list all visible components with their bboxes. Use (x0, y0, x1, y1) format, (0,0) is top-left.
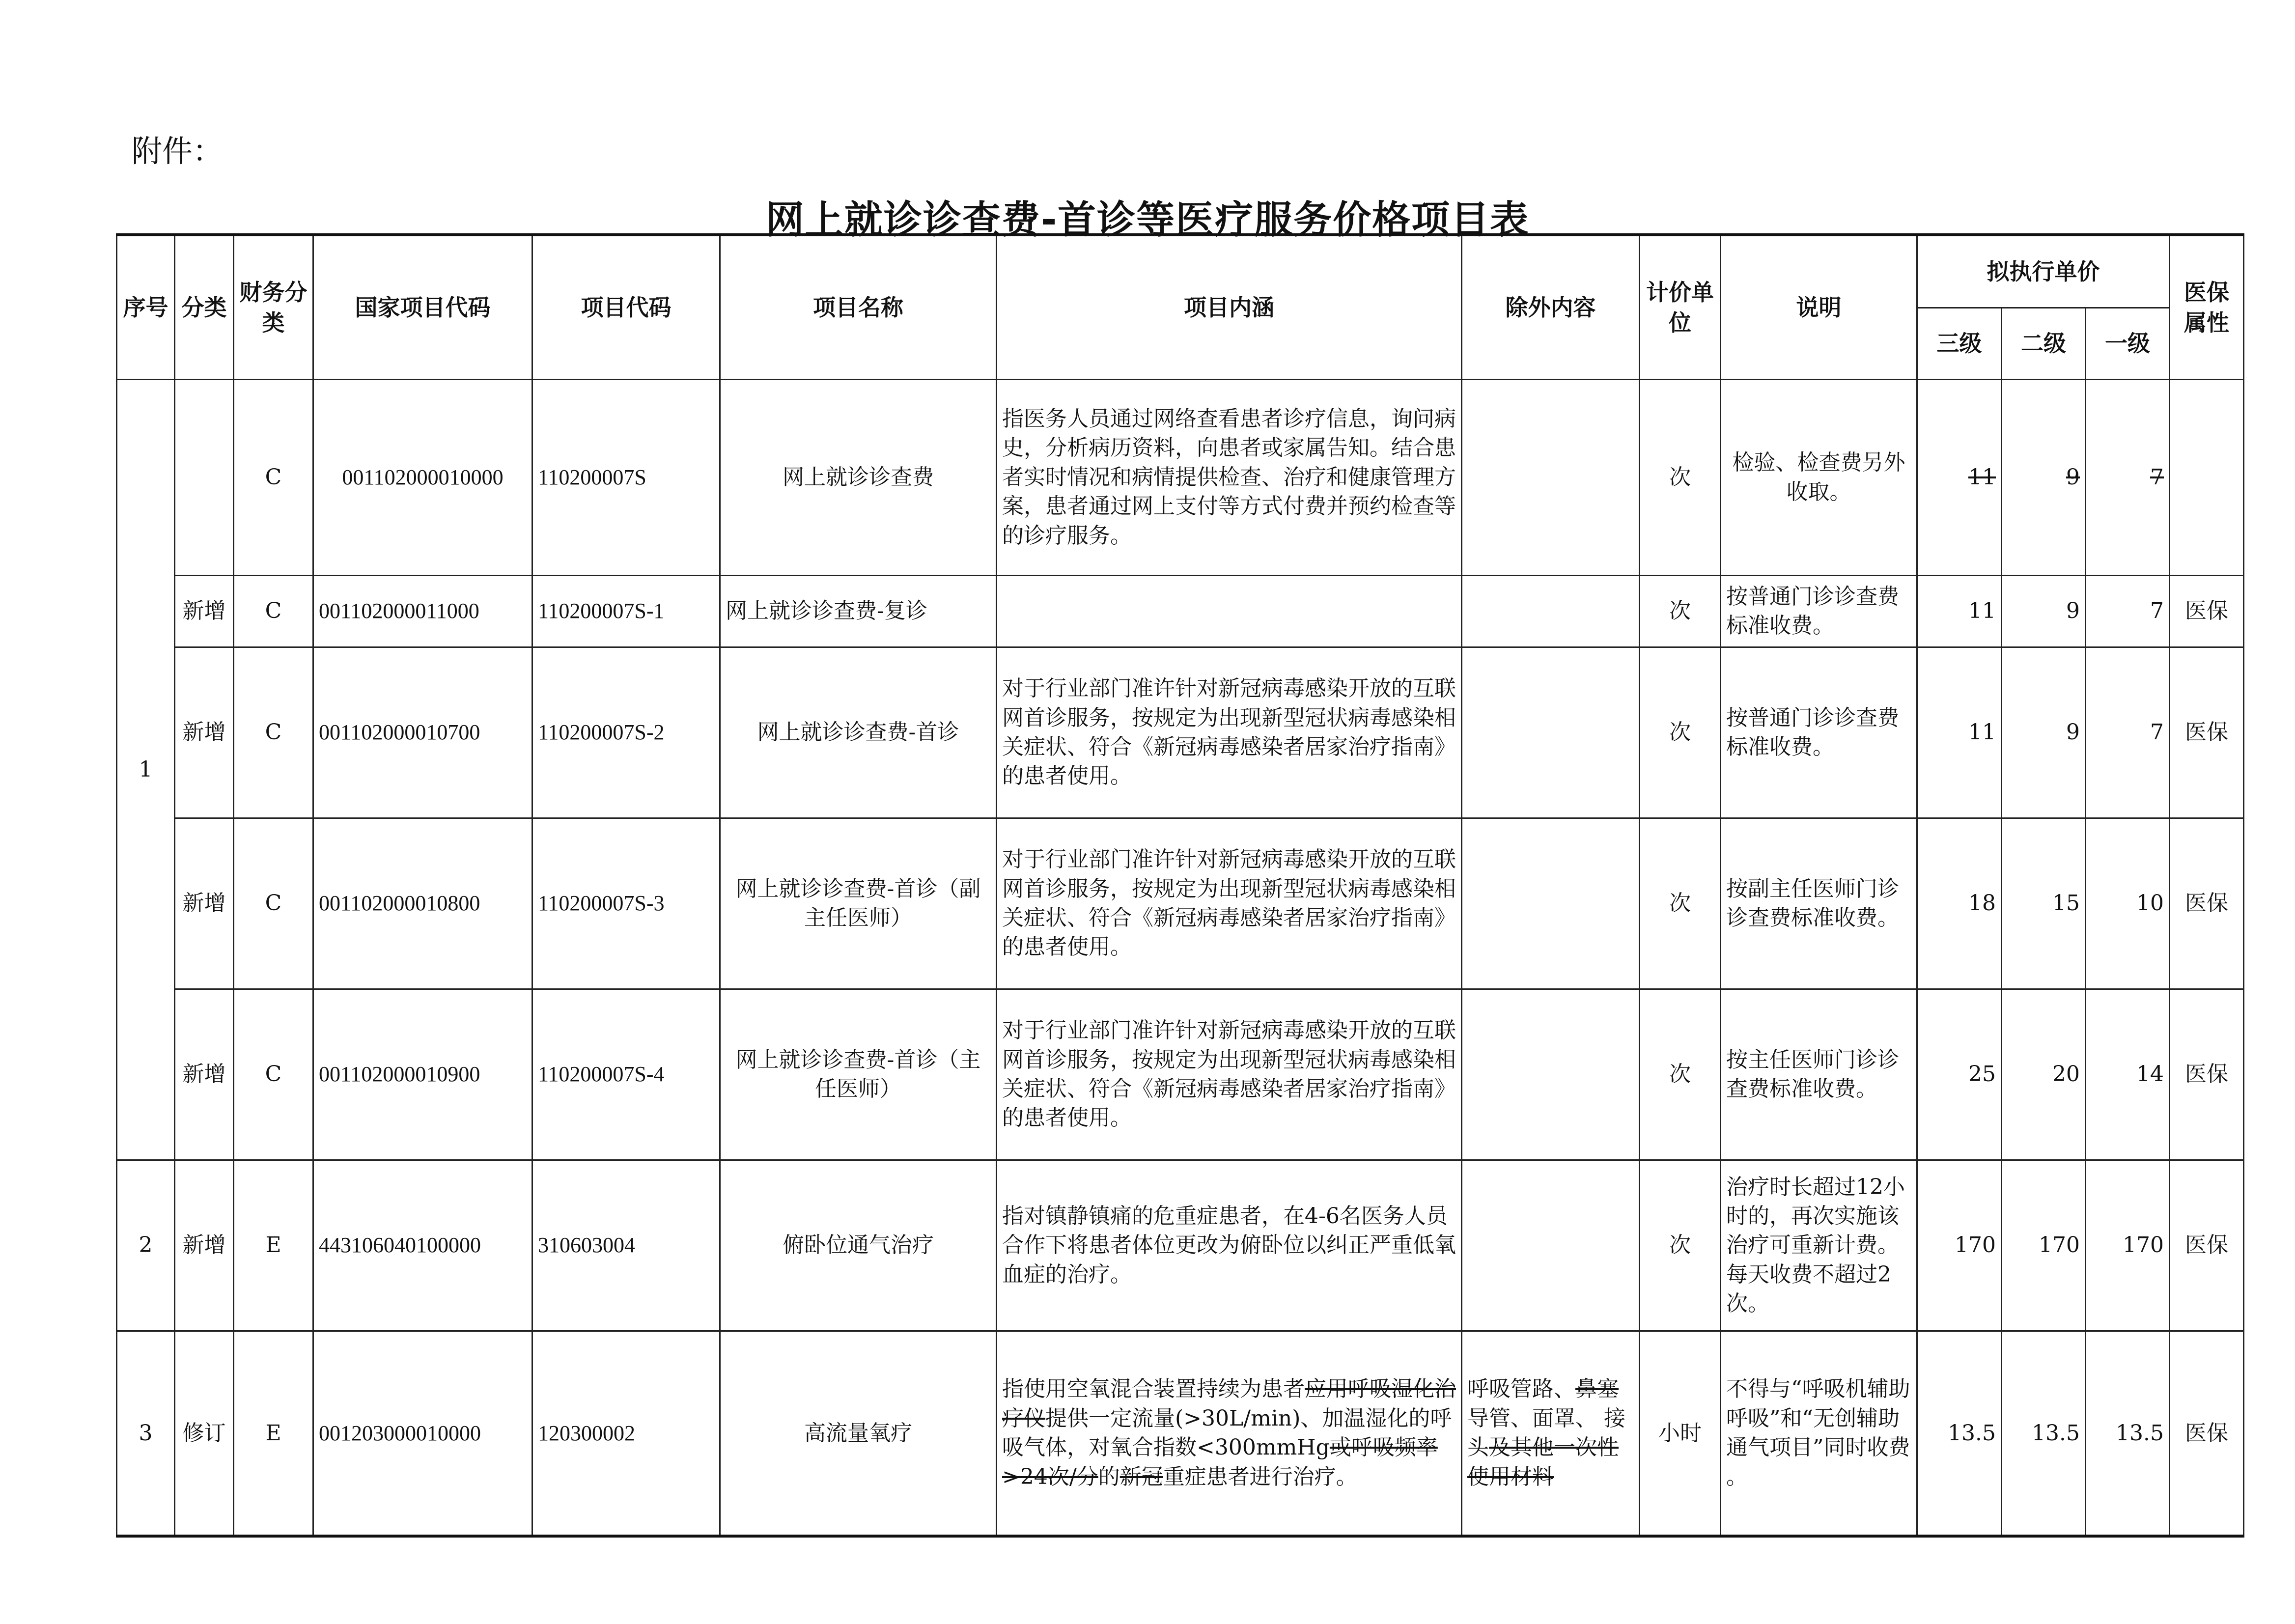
cell-item-name: 网上就诊诊查费-首诊（主任医师） (720, 989, 997, 1160)
cell-unit: 小时 (1640, 1331, 1721, 1536)
struck-text: 应用呼吸湿化治疗仪 (1002, 1376, 1456, 1431)
cell-item-name: 高流量氧疗 (720, 1331, 997, 1536)
cell-national-code: 001102000010000 (313, 379, 532, 575)
cell-seq: 3 (117, 1331, 175, 1536)
cell-category: 新增 (175, 818, 234, 989)
cell-finance: C (234, 647, 313, 818)
cell-national-code: 001102000010800 (313, 818, 532, 989)
exclusion-text: 导管、面罩、 接头 (1467, 1405, 1625, 1460)
cell-remarks: 检验、检查费另外收取。 (1721, 379, 1917, 575)
cell-price-level2: 9 (2002, 647, 2086, 818)
cell-item-name: 网上就诊诊查费-首诊（副主任医师） (720, 818, 997, 989)
cell-unit: 次 (1640, 818, 1721, 989)
cell-price-level1: 7 (2086, 647, 2170, 818)
cell-finance: C (234, 818, 313, 989)
struck-text: 新冠 (1120, 1464, 1163, 1489)
content-text: 重症患者进行治疗。 (1163, 1464, 1358, 1489)
cell-price-level2: 9 (2002, 379, 2086, 575)
cell-exclusions (1462, 647, 1640, 818)
cell-category: 新增 (175, 647, 234, 818)
cell-exclusions (1462, 1331, 1640, 1536)
header-level1: 一级 (2086, 308, 2170, 379)
cell-remarks: 按主任医师门诊诊查费标准收费。 (1721, 989, 1917, 1160)
cell-content: 对于行业部门准许针对新冠病毒感染开放的互联网首诊服务，按规定为出现新型冠状病毒感染相关症状、符合《新冠病毒感染者居家治疗指南》的患者使用。 (997, 647, 1462, 818)
cell-price-level1: 7 (2086, 379, 2170, 575)
cell-unit: 次 (1640, 1160, 1721, 1331)
cell-exclusions (1462, 818, 1640, 989)
header-exclusions: 除外内容 (1462, 235, 1640, 379)
cell-insurance: 医保 (2170, 575, 2244, 647)
cell-category: 新增 (175, 989, 234, 1160)
cell-price-level3: 11 (1917, 575, 2002, 647)
cell-national-code: 001102000010700 (313, 647, 532, 818)
cell-remarks: 按普通门诊诊查费标准收费。 (1721, 647, 1917, 818)
cell-exclusions (1462, 575, 1640, 647)
header-insurance: 医保属性 (2170, 235, 2244, 379)
cell-insurance: 医保 (2170, 1331, 2244, 1536)
cell-insurance: 医保 (2170, 647, 2244, 818)
price-table (116, 233, 2244, 1538)
cell-national-code: 001102000011000 (313, 575, 532, 647)
cell-item-name: 俯卧位通气治疗 (720, 1160, 997, 1331)
cell-seq: 1 (117, 379, 175, 1160)
cell-content: 对于行业部门准许针对新冠病毒感染开放的互联网首诊服务，按规定为出现新型冠状病毒感染相关症状、符合《新冠病毒感染者居家治疗指南》的患者使用。 (997, 989, 1462, 1160)
cell-exclusions (1462, 379, 1640, 575)
cell-content: 指医务人员通过网络查看患者诊疗信息，询问病史，分析病历资料，向患者或家属告知。结合患者实时情况和病情提供检查、治疗和健康管理方案，患者通过网上支付等方式付费并预约检查等的诊疗服务。 (997, 379, 1462, 575)
cell-unit: 次 (1640, 575, 1721, 647)
cell-remarks: 按副主任医师门诊诊查费标准收费。 (1721, 818, 1917, 989)
cell-price-level2: 13.5 (2002, 1331, 2086, 1536)
header-item-code: 项目代码 (532, 235, 720, 379)
cell-item-code: 310603004 (532, 1160, 720, 1331)
cell-price-level3: 11 (1917, 647, 2002, 818)
cell-content: 对于行业部门准许针对新冠病毒感染开放的互联网首诊服务，按规定为出现新型冠状病毒感染相关症状、符合《新冠病毒感染者居家治疗指南》的患者使用。 (997, 818, 1462, 989)
cell-remarks: 按普通门诊诊查费标准收费。 (1721, 575, 1917, 647)
struck-text: 或呼吸频率>24次/分 (1002, 1435, 1438, 1489)
cell-category: 新增 (175, 1160, 234, 1331)
cell-remarks: 不得与“呼吸机辅助呼吸”和“无创辅助通气项目”同时收费 。 (1721, 1331, 1917, 1536)
header-seq: 序号 (117, 235, 175, 379)
header-price-group: 拟执行单价 (1917, 235, 2170, 308)
cell-price-level3: 18 (1917, 818, 2002, 989)
cell-price-level2: 9 (2002, 575, 2086, 647)
cell-item-code: 110200007S-4 (532, 989, 720, 1160)
content-text: 的 (1098, 1464, 1120, 1489)
cell-exclusions (1462, 989, 1640, 1160)
header-level2: 二级 (2002, 308, 2086, 379)
cell-insurance: 医保 (2170, 989, 2244, 1160)
page-title: 网上就诊诊查费-首诊等医疗服务价格项目表 (765, 198, 1530, 242)
cell-price-level1: 170 (2086, 1160, 2170, 1331)
cell-price-level2: 170 (2002, 1160, 2086, 1331)
header-category: 分类 (175, 235, 234, 379)
cell-seq: 2 (117, 1160, 175, 1331)
cell-price-level3: 13.5 (1917, 1331, 2002, 1536)
cell-item-code: 110200007S-1 (532, 575, 720, 647)
cell-price-level3: 170 (1917, 1160, 2002, 1331)
struck-text: 及其他一次性使用材料 (1467, 1435, 1619, 1489)
cell-item-code: 110200007S-2 (532, 647, 720, 818)
table-row (117, 818, 2244, 989)
cell-finance: C (234, 575, 313, 647)
cell-item-name: 网上就诊诊查费-首诊 (720, 647, 997, 818)
cell-price-level1: 14 (2086, 989, 2170, 1160)
cell-remarks: 治疗时长超过12小时的，再次实施该治疗可重新计费。每天收费不超过2次。 (1721, 1160, 1917, 1331)
header-level3: 三级 (1917, 308, 2002, 379)
cell-finance: C (234, 379, 313, 575)
header-unit: 计价单位 (1640, 235, 1721, 379)
cell-category: 新增 (175, 575, 234, 647)
cell-item-name: 网上就诊诊查费-复诊 (720, 575, 997, 647)
cell-exclusions (1462, 1160, 1640, 1331)
struck-text: 鼻塞 (1575, 1376, 1619, 1402)
cell-unit: 次 (1640, 647, 1721, 818)
cell-unit: 次 (1640, 379, 1721, 575)
table-row (117, 1331, 2244, 1536)
cell-finance: C (234, 989, 313, 1160)
cell-item-code: 110200007S (532, 379, 720, 575)
cell-content (997, 575, 1462, 647)
cell-price-level2: 20 (2002, 989, 2086, 1160)
cell-price-level1: 13.5 (2086, 1331, 2170, 1536)
header-content: 项目内涵 (997, 235, 1462, 379)
exclusion-text: 呼吸管路、 (1467, 1376, 1575, 1402)
cell-insurance: 医保 (2170, 818, 2244, 989)
cell-insurance: 医保 (2170, 1160, 2244, 1331)
cell-price-level1: 7 (2086, 575, 2170, 647)
cell-national-code: 001102000010900 (313, 989, 532, 1160)
cell-price-level3: 11 (1917, 379, 2002, 575)
table-row (117, 647, 2244, 818)
header-finance: 财务分类 (234, 235, 313, 379)
cell-price-level1: 10 (2086, 818, 2170, 989)
cell-content (997, 1331, 1462, 1536)
table-row (117, 1160, 2244, 1331)
header-remarks: 说明 (1721, 235, 1917, 379)
cell-price-level3: 25 (1917, 989, 2002, 1160)
cell-item-code: 120300002 (532, 1331, 720, 1536)
cell-item-code: 110200007S-3 (532, 818, 720, 989)
content-text: 提供一定流量(>30L/min)、加温湿化的呼吸气体，对氧合指数<300mmHg (1002, 1405, 1452, 1460)
header-item-name: 项目名称 (720, 235, 997, 379)
cell-content: 指对镇静镇痛的危重症患者，在4-6名医务人员合作下将患者体位更改为俯卧位以纠正严重低氧血症的治疗。 (997, 1160, 1462, 1331)
cell-national-code: 443106040100000 (313, 1160, 532, 1331)
attachment-label: 附件： (132, 133, 224, 169)
cell-insurance (2170, 379, 2244, 575)
cell-national-code: 001203000010000 (313, 1331, 532, 1536)
content-text: 指使用空氧混合装置持续为患者 (1002, 1376, 1305, 1402)
table-row (117, 989, 2244, 1160)
table-row (117, 379, 2244, 575)
table-row (117, 575, 2244, 647)
cell-finance: E (234, 1160, 313, 1331)
header-national-code: 国家项目代码 (313, 235, 532, 379)
cell-category (175, 379, 234, 575)
cell-item-name: 网上就诊诊查费 (720, 379, 997, 575)
cell-price-level2: 15 (2002, 818, 2086, 989)
cell-category: 修订 (175, 1331, 234, 1536)
cell-finance: E (234, 1331, 313, 1536)
cell-unit: 次 (1640, 989, 1721, 1160)
